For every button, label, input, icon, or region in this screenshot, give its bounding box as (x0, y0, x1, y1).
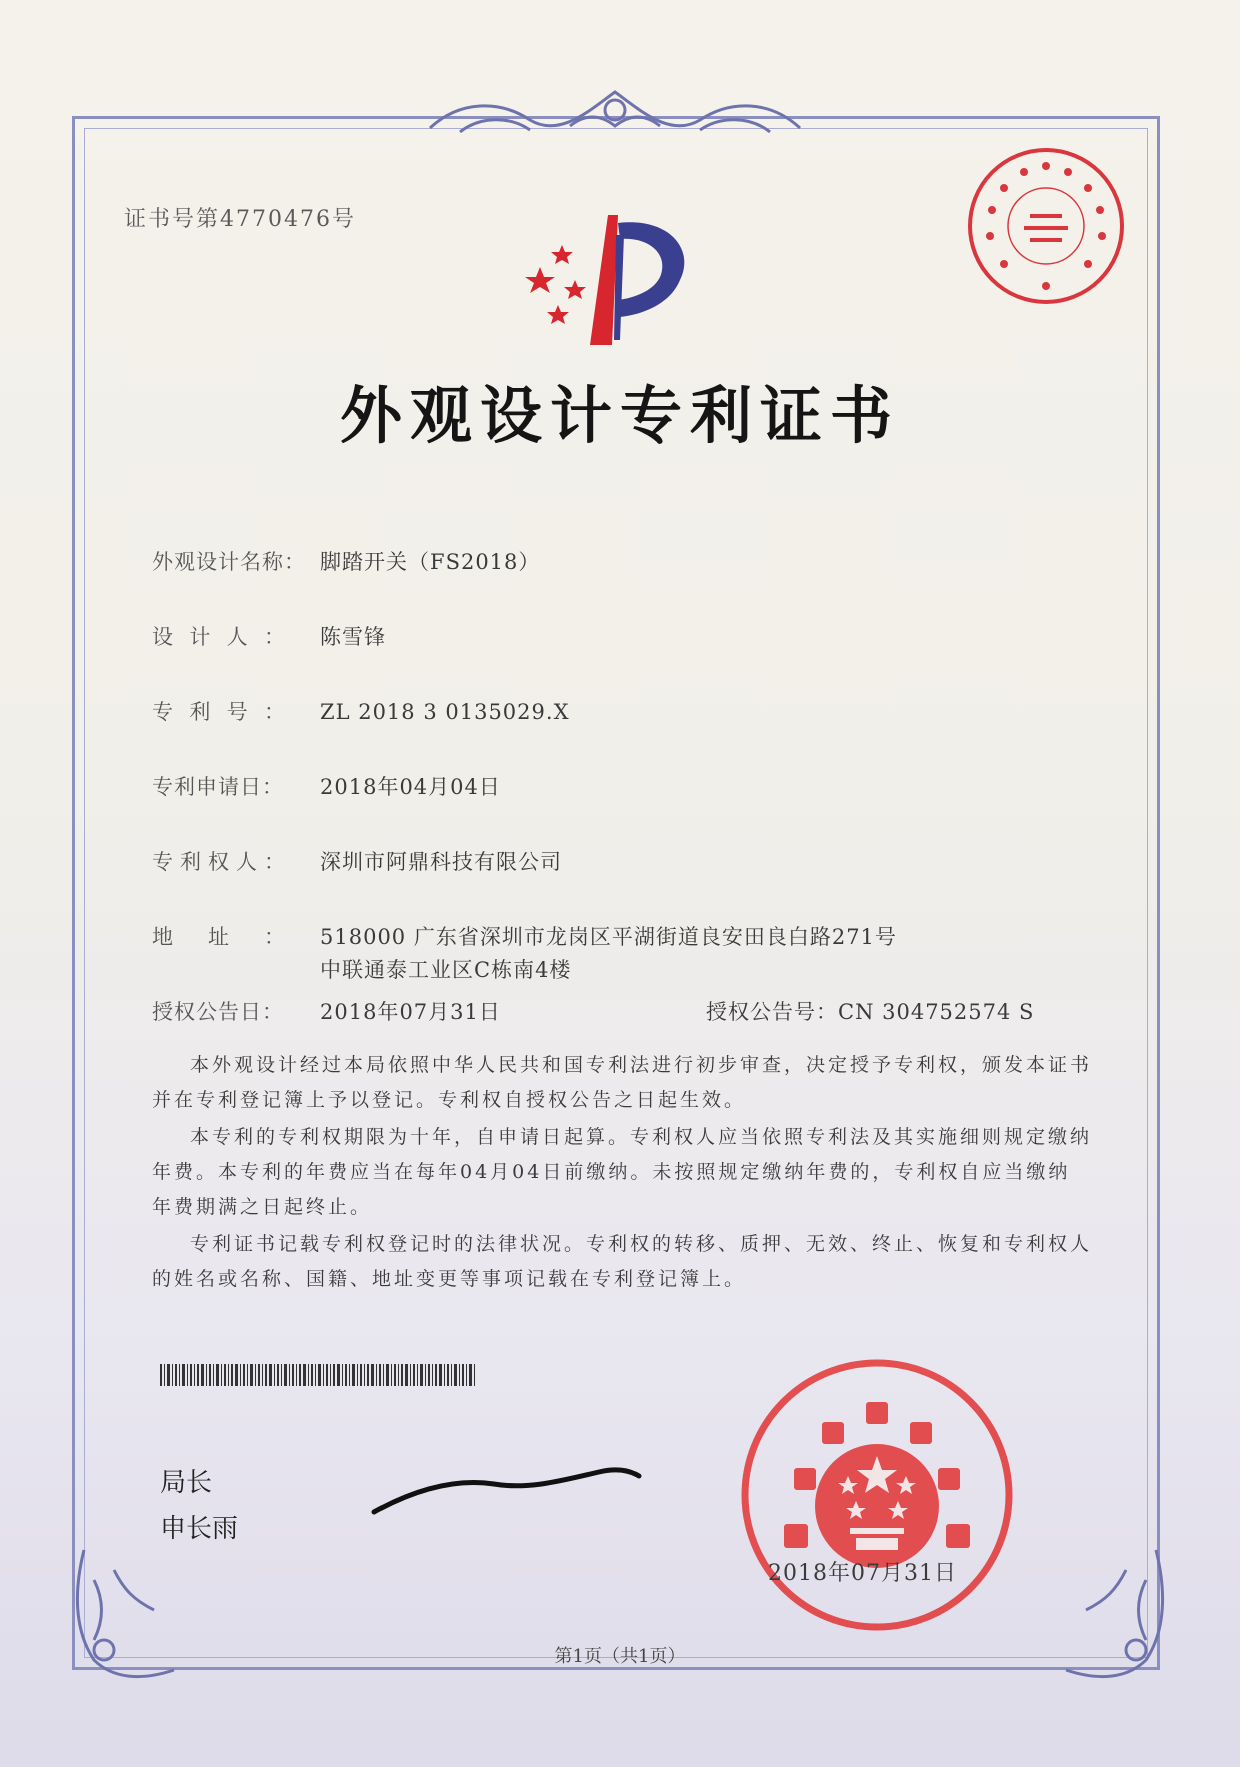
field-value: 深圳市阿鼎科技有限公司 (320, 850, 562, 874)
field-value: 脚踏开关（FS2018） (320, 550, 541, 574)
field-patent-number (152, 696, 570, 726)
field-value: CN 304752574 S (838, 1000, 1035, 1024)
field-label: 授权公告日： (152, 1000, 284, 1024)
seal-date: 2018年07月31日 (768, 1561, 957, 1586)
field-label: 专利权人： (152, 850, 286, 874)
field-label: 地址： (152, 925, 286, 949)
signature-mark (354, 1420, 654, 1550)
field-value: 2018年07月31日 (320, 1000, 501, 1024)
body-paragraph: 本专利的专利权期限为十年，自申请日起算。专利权人应当依照专利法及其实施细则规定缴纳年费。本专利的年费应当在每年04月04日前缴纳。未按照规定缴纳年费的，专利权自应当缴纳年费期满之日起终止。 (152, 1126, 1093, 1218)
address-line-2: 中联通泰工业区C栋南4楼 (320, 958, 572, 982)
certificate-number: 证书号第4770476号 (124, 207, 356, 232)
field-value: ZL 2018 3 0135029.X (320, 700, 570, 724)
field-application-date (152, 771, 501, 801)
field-value: 518000 广东省深圳市龙岗区平湖街道良安田良白路271号 (320, 925, 897, 949)
agency-seal-icon (964, 144, 1128, 308)
field-label: 设计人： (152, 625, 286, 649)
field-designer (152, 621, 386, 651)
field-label: 专利号： (152, 700, 286, 724)
field-design-name (152, 546, 540, 576)
field-label: 外观设计名称： (152, 550, 306, 574)
body-paragraph: 本外观设计经过本局依照中华人民共和国专利法进行初步审查，决定授予专利权，颁发本证书并在专利登记簿上予以登记。专利权自授权公告之日起生效。 (152, 1054, 1093, 1111)
field-patentee (152, 846, 562, 876)
director-name: 申长雨 (160, 1514, 239, 1544)
page-number: 第1页（共1页） (554, 1646, 686, 1667)
field-value: 2018年04月04日 (320, 775, 501, 799)
top-ornament-icon (420, 80, 810, 142)
field-value: 陈雪锋 (320, 625, 386, 649)
patent-logo-icon (520, 205, 720, 355)
field-grant-date (152, 996, 501, 1026)
document-title: 外观设计专利证书 (339, 379, 900, 452)
barcode-icon (160, 1364, 475, 1386)
field-label: 专利申请日： (152, 775, 284, 799)
field-address (152, 921, 897, 951)
director-title: 局长 (160, 1468, 213, 1498)
office-seal-icon (738, 1356, 1016, 1634)
certificate-body (152, 1048, 1092, 1299)
field-label: 授权公告号： (706, 1000, 838, 1024)
body-paragraph: 专利证书记载专利权登记时的法律状况。专利权的转移、质押、无效、终止、恢复和专利权人的姓名或名称、国籍、地址变更等事项记载在专利登记簿上。 (152, 1233, 1093, 1290)
field-grant-number (706, 996, 1034, 1026)
